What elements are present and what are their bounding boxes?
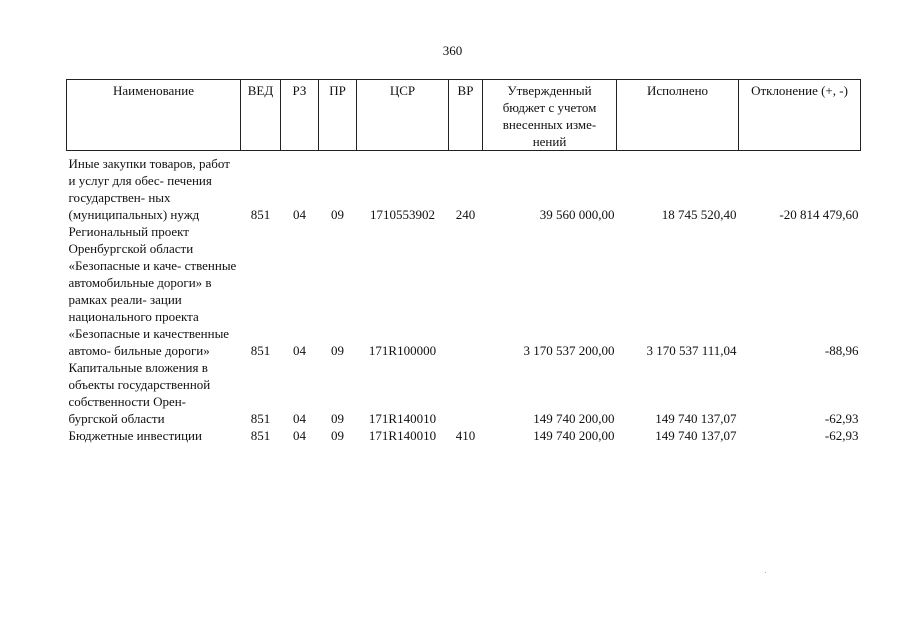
table-row <box>67 359 861 427</box>
page-number: 360 <box>442 43 463 58</box>
table-row <box>67 427 861 444</box>
row-rz: 04 <box>293 207 306 222</box>
header-pr: ПР <box>319 80 357 151</box>
row-pr: 09 <box>331 207 344 222</box>
row-vr <box>449 359 483 427</box>
row-csr: 1710553902 <box>370 207 435 222</box>
row-pr: 09 <box>331 411 344 426</box>
row-name: Региональный проект Оренбургской области «Безопасные и каче- ственные автомобильные дороги» в рамках реали- зации национального проекта «Безопасные и качественные автомо- бильные дороги» <box>68 224 237 358</box>
row-rz: 04 <box>293 428 306 443</box>
header-name: Наименование <box>67 80 241 151</box>
row-deviation: -62,93 <box>824 411 859 426</box>
budget-table <box>66 79 861 444</box>
row-approved: 39 560 000,00 <box>539 207 615 222</box>
row-csr: 171R100000 <box>368 343 437 358</box>
row-approved: 149 740 200,00 <box>533 428 615 443</box>
row-executed: 18 745 520,40 <box>661 207 737 222</box>
row-csr: 171R140010 <box>368 411 437 426</box>
row-name: Капитальные вложения в объекты государственной собственности Орен- бургской области <box>68 360 211 426</box>
row-pr: 09 <box>331 343 344 358</box>
row-executed: 149 740 137,07 <box>655 428 737 443</box>
header-deviation: Отклонение (+, -) <box>739 80 861 151</box>
row-deviation: -20 814 479,60 <box>779 207 859 222</box>
scan-speck <box>765 572 766 573</box>
row-executed: 149 740 137,07 <box>655 411 737 426</box>
row-ved: 851 <box>250 428 271 443</box>
header-executed: Исполнено <box>617 80 739 151</box>
table-row <box>67 223 861 359</box>
row-executed: 3 170 537 111,04 <box>646 343 737 358</box>
row-rz: 04 <box>293 343 306 358</box>
row-ved: 851 <box>250 411 271 426</box>
row-deviation: -88,96 <box>824 343 859 358</box>
row-vr: 240 <box>455 207 476 222</box>
header-rz: РЗ <box>281 80 319 151</box>
row-rz: 04 <box>293 411 306 426</box>
header-ved: ВЕД <box>241 80 281 151</box>
row-ved: 851 <box>250 207 271 222</box>
row-approved: 3 170 537 200,00 <box>523 343 615 358</box>
header-vr: ВР <box>449 80 483 151</box>
header-row <box>67 80 861 151</box>
row-pr: 09 <box>331 428 344 443</box>
row-csr: 171R140010 <box>368 428 437 443</box>
row-deviation: -62,93 <box>824 428 859 443</box>
row-ved: 851 <box>250 343 271 358</box>
row-name: Бюджетные инвестиции <box>68 428 202 443</box>
header-csr: ЦСР <box>357 80 449 151</box>
header-approved: Утвержденный бюджет с учетом внесенных изме- нений <box>483 80 617 151</box>
row-vr <box>449 223 483 359</box>
table-row <box>67 151 861 224</box>
row-vr: 410 <box>455 428 476 443</box>
row-name: Иные закупки товаров, работ и услуг для обес- печения государствен- ных (муниципальных) нужд <box>68 156 230 222</box>
row-approved: 149 740 200,00 <box>533 411 615 426</box>
